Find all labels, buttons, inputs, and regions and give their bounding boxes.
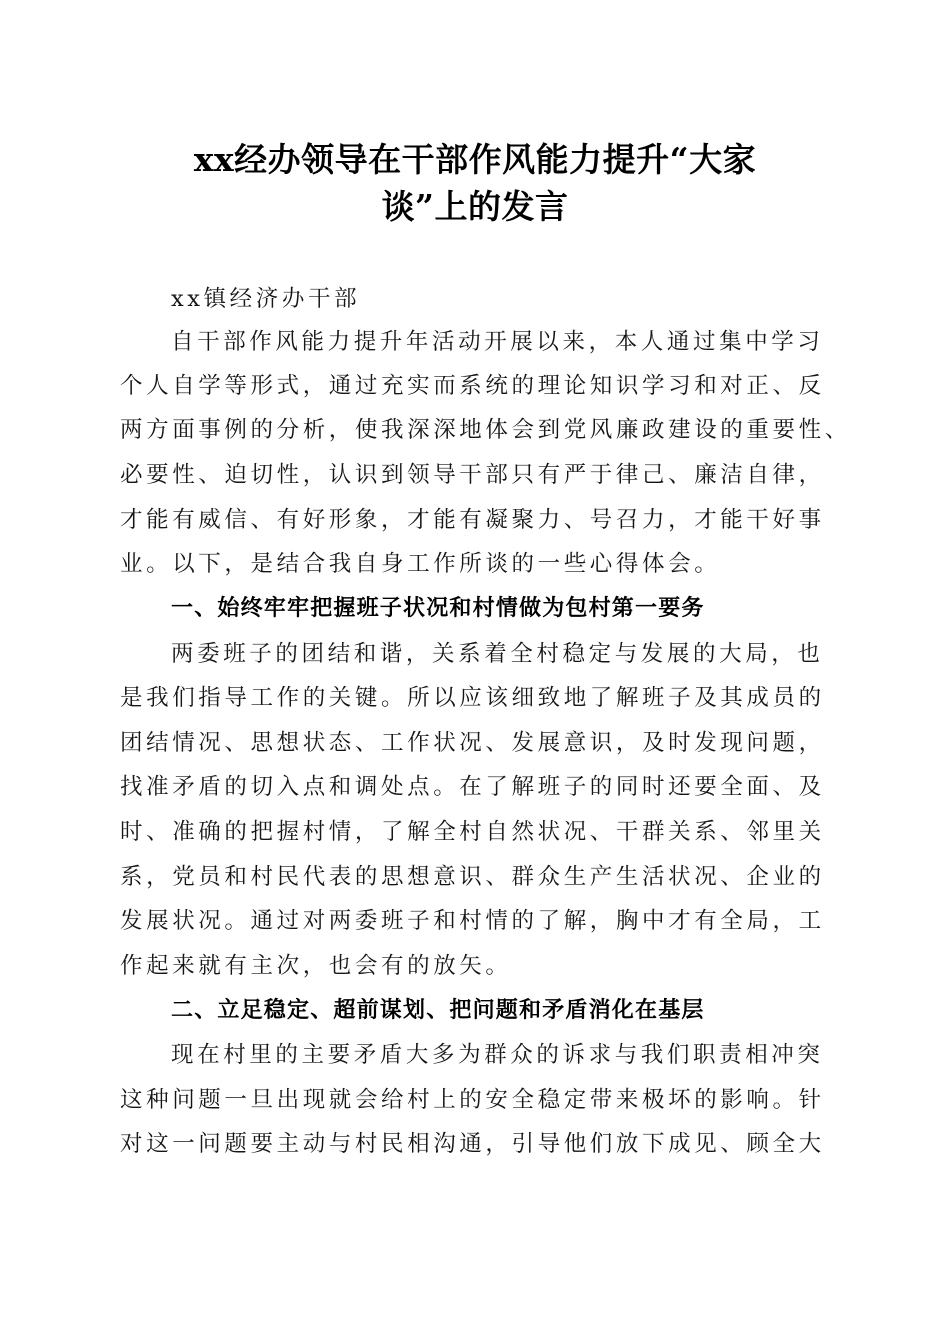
document-title-line-2: 谈”上的发言 xyxy=(381,187,569,226)
section-1-line-1: 两委班子的团结和谐，关系着全村稳定与发展的大局，也 xyxy=(171,641,824,667)
intro-line-6: 业。以下，是结合我自身工作所谈的一些心得体会。 xyxy=(120,551,721,577)
intro-line-3: 两方面事例的分析，使我深深地体会到党风廉政建设的重要性、 xyxy=(120,417,851,443)
section-1-heading: 一、始终牢牢把握班子状况和村情做为包村第一要务 xyxy=(171,596,705,621)
intro-line-2: 个人自学等形式，通过充实而系统的理论知识学习和对正、反 xyxy=(120,373,825,399)
section-1-line-6: 系，党员和村民代表的思想意识、群众生产生活状况、企业的 xyxy=(120,864,825,890)
section-2-line-2: 这种问题一旦出现就会给村上的安全稳定带来极坏的影响。针 xyxy=(120,1087,825,1113)
intro-line-1: 自干部作风能力提升年活动开展以来，本人通过集中学习 xyxy=(171,329,824,355)
section-2-line-3: 对这一问题要主动与村民相沟通，引导他们放下成见、顾全大 xyxy=(120,1131,825,1157)
section-2-heading: 二、立足稳定、超前谋划、把问题和矛盾消化在基层 xyxy=(171,998,705,1023)
document-title-line-1: xx经办领导在干部作风能力提升“大家 xyxy=(193,140,757,179)
section-1-line-4: 找准矛盾的切入点和调处点。在了解班子的同时还要全面、及 xyxy=(120,774,825,800)
section-1-line-5: 时、准确的把握村情，了解全村自然状况、干群关系、邻里关 xyxy=(120,819,825,845)
intro-line-4: 必要性、迫切性，认识到领导干部只有严于律己、廉洁自律， xyxy=(120,462,825,488)
section-1-line-3: 团结情况、思想状态、工作状况、发展意识，及时发现问题， xyxy=(120,730,825,756)
section-1-line-2: 是我们指导工作的关键。所以应该细致地了解班子及其成员的 xyxy=(120,685,825,711)
author-line: xx镇经济办干部 xyxy=(171,286,361,312)
intro-line-5: 才能有威信、有好形象，才能有凝聚力、号召力，才能干好事 xyxy=(120,507,825,533)
section-2-line-1: 现在村里的主要矛盾大多为群众的诉求与我们职责相冲突 xyxy=(171,1042,824,1068)
section-1-line-7: 发展状况。通过对两委班子和村情的了解，胸中才有全局，工 xyxy=(120,908,825,934)
section-1-line-8: 作起来就有主次，也会有的放矢。 xyxy=(120,953,512,979)
